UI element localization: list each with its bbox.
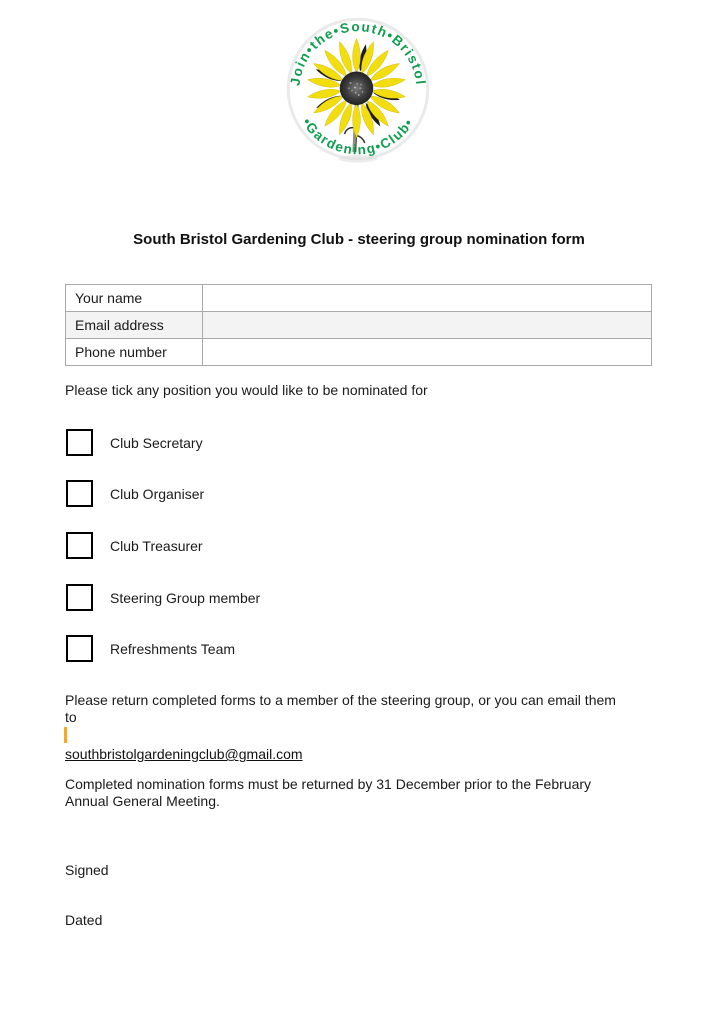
checkbox-refreshments-team[interactable] — [66, 635, 93, 662]
checkbox-label: Club Organiser — [110, 485, 205, 502]
checkbox-club-organiser[interactable] — [66, 480, 93, 507]
contact-table — [65, 284, 652, 366]
return-instructions-line2: to — [65, 709, 77, 725]
row-label-phone-number: Phone number — [66, 339, 203, 366]
deadline-line1: Completed nomination forms must be returned by 31 December prior to the February — [65, 776, 592, 792]
your-name-field[interactable] — [203, 285, 652, 312]
checkbox-club-secretary[interactable] — [66, 429, 93, 456]
row-label-email-address: Email address — [66, 312, 203, 339]
logo-text-top: Join•the•South•Bristol — [287, 19, 429, 87]
sunflower-logo-icon — [283, 17, 433, 167]
checkbox-label: Steering Group member — [110, 589, 261, 606]
checkbox-row — [66, 532, 203, 559]
club-logo — [283, 17, 433, 167]
dated-label: Dated — [65, 912, 103, 928]
checkbox-row — [66, 635, 235, 662]
deadline-line2: Annual General Meeting. — [65, 793, 220, 809]
checkbox-label: Club Treasurer — [110, 537, 203, 554]
checkbox-row — [66, 480, 204, 507]
checkbox-steering-group-member[interactable] — [66, 584, 93, 611]
flower-disc — [340, 72, 373, 105]
table-row — [66, 339, 652, 366]
form-title: South Bristol Gardening Club - steering group nomination form — [133, 231, 585, 248]
return-instructions-line1: Please return completed forms to a member of the steering group, or you can email them — [65, 692, 616, 708]
row-label-your-name: Your name — [66, 285, 203, 312]
email-link[interactable]: southbristolgardeningclub@gmail.com — [65, 746, 303, 762]
checkbox-row — [66, 584, 260, 611]
phone-number-field[interactable] — [203, 339, 652, 366]
table-row — [66, 312, 652, 339]
checkbox-club-treasurer[interactable] — [66, 532, 93, 559]
checkbox-label: Refreshments Team — [110, 640, 236, 657]
logo-text-bottom: •Gardening•Club• — [299, 115, 417, 158]
tick-prompt: Please tick any position you would like to be nominated for — [65, 382, 428, 398]
signed-label: Signed — [65, 862, 109, 878]
email-address-field[interactable] — [203, 312, 652, 339]
checkbox-label: Club Secretary — [110, 434, 203, 451]
text-cursor — [64, 727, 67, 743]
table-row — [66, 285, 652, 312]
checkbox-row — [66, 429, 203, 456]
